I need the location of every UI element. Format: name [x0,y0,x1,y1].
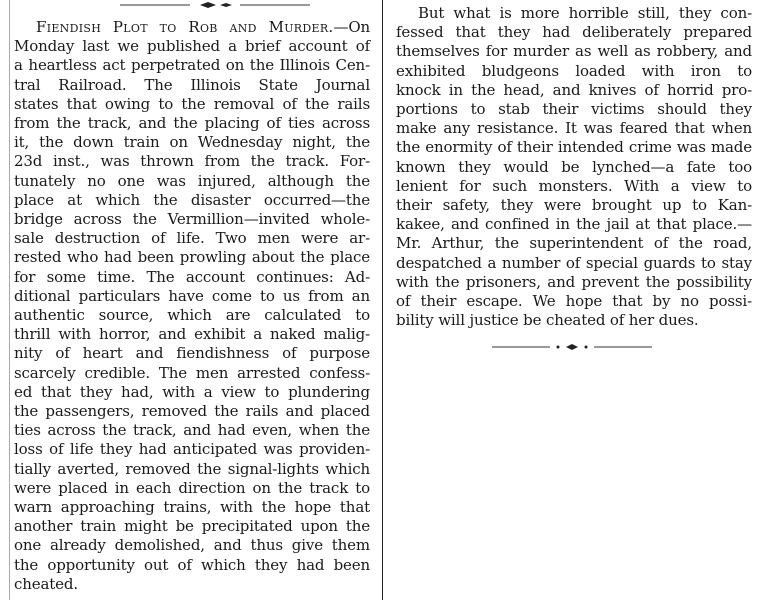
right-line-15: with the prisoners, and prevent the possibility [396,272,752,291]
left-line-28: the opportunity out of which they had been [14,555,370,574]
left-line-27: one already demolished, and thus give them [14,536,370,555]
right-line-5: knock in the head, and knives of horrid pro- [396,80,752,99]
right-line-16: of their escape. We hope that by no possi- [396,292,752,311]
left-line-16: thrill with horror, and exhibit a naked malig- [14,325,370,344]
left-line-4: states that owing to the removal of the rails [14,94,370,113]
left-line-26: another train might be precipitated upon the [14,517,370,536]
right-column [396,4,752,330]
left-line-20: the passengers, removed the rails and placed [14,402,370,421]
left-line-11: sale destruction of life. Two men were ar- [14,229,370,248]
right-line-2: fessed that they had deliberately prepared [396,23,752,42]
left-line-19: ed that they had, with a view to plundering [14,382,370,401]
column-divider [382,0,383,600]
right-line-1: But what is more horrible still, they con- [418,4,752,22]
left-line-14: ditional particulars have come to us from an [14,286,370,305]
right-line-4: exhibited bludgeons loaded with iron to [396,61,752,80]
left-line-13: for some time. The account continues: Ad- [14,267,370,286]
headline-tail: —On [333,18,370,36]
right-line-14: despatched a number of special guards to stay [396,253,752,272]
left-line-17: nity of heart and fiendishness of purpose [14,344,370,363]
left-line-22: loss of life they had anticipated was providen- [14,440,370,459]
right-line-9: known they would be lynched—a fate too [396,157,752,176]
left-margin-rule [9,0,10,600]
end-ornament [492,343,652,351]
left-line-5: from the track, and the placing of ties across [14,114,370,133]
left-line-9: place at which the disaster occurred—the [14,190,370,209]
left-line-12: rested who had been prowling about the place [14,248,370,267]
right-line-12: kakee, and confined in the jail at that place.— [396,215,752,234]
left-line-3: tral Railroad. The Illinois State Journal [14,75,370,94]
left-line-10: bridge across the Vermillion—invited whole- [14,210,370,229]
left-line-24: were placed in each direction on the track to [14,478,370,497]
left-line-25: warn approaching trains, with the hope that [14,498,370,517]
left-line-7: 23d inst., was thrown from the track. For- [14,152,370,171]
right-line-8: the enormity of their intended crime was made [396,138,752,157]
headline-line [14,18,370,37]
left-line-21: ties across the track, and had even, when the [14,421,370,440]
left-line-2: a heartless act perpetrated on the Illinois Cen- [14,56,370,75]
left-line-23: tially averted, removed the signal-lights which [14,459,370,478]
right-line-13: Mr. Arthur, the superintendent of the road, [396,234,752,253]
left-column [14,18,370,594]
right-line-10: lenient for such monsters. With a view to [396,176,752,195]
left-line-8: tunately no one was injured, although the [14,171,370,190]
top-ornament [120,2,310,8]
left-line-1: Monday last we published a brief account of [14,37,370,56]
right-line-6: portions to stab their victims should they [396,100,752,119]
left-line-18: scarcely credible. The men arrested confess- [14,363,370,382]
right-line-17: bility will justice be cheated of her dues. [396,311,699,330]
right-line-11: their safety, they were brought up to Kan- [396,196,752,215]
left-line-6: it, the down train on Wednesday night, the [14,133,370,152]
headline: Fiendish Plot to Rob and Murder. [36,18,334,36]
right-line-3: themselves for murder as well as robbery, and [396,42,752,61]
right-line-7: make any resistance. It was feared that when [396,119,752,138]
left-line-29: cheated. [14,574,78,593]
left-line-15: authentic source, which are calculated to [14,306,370,325]
